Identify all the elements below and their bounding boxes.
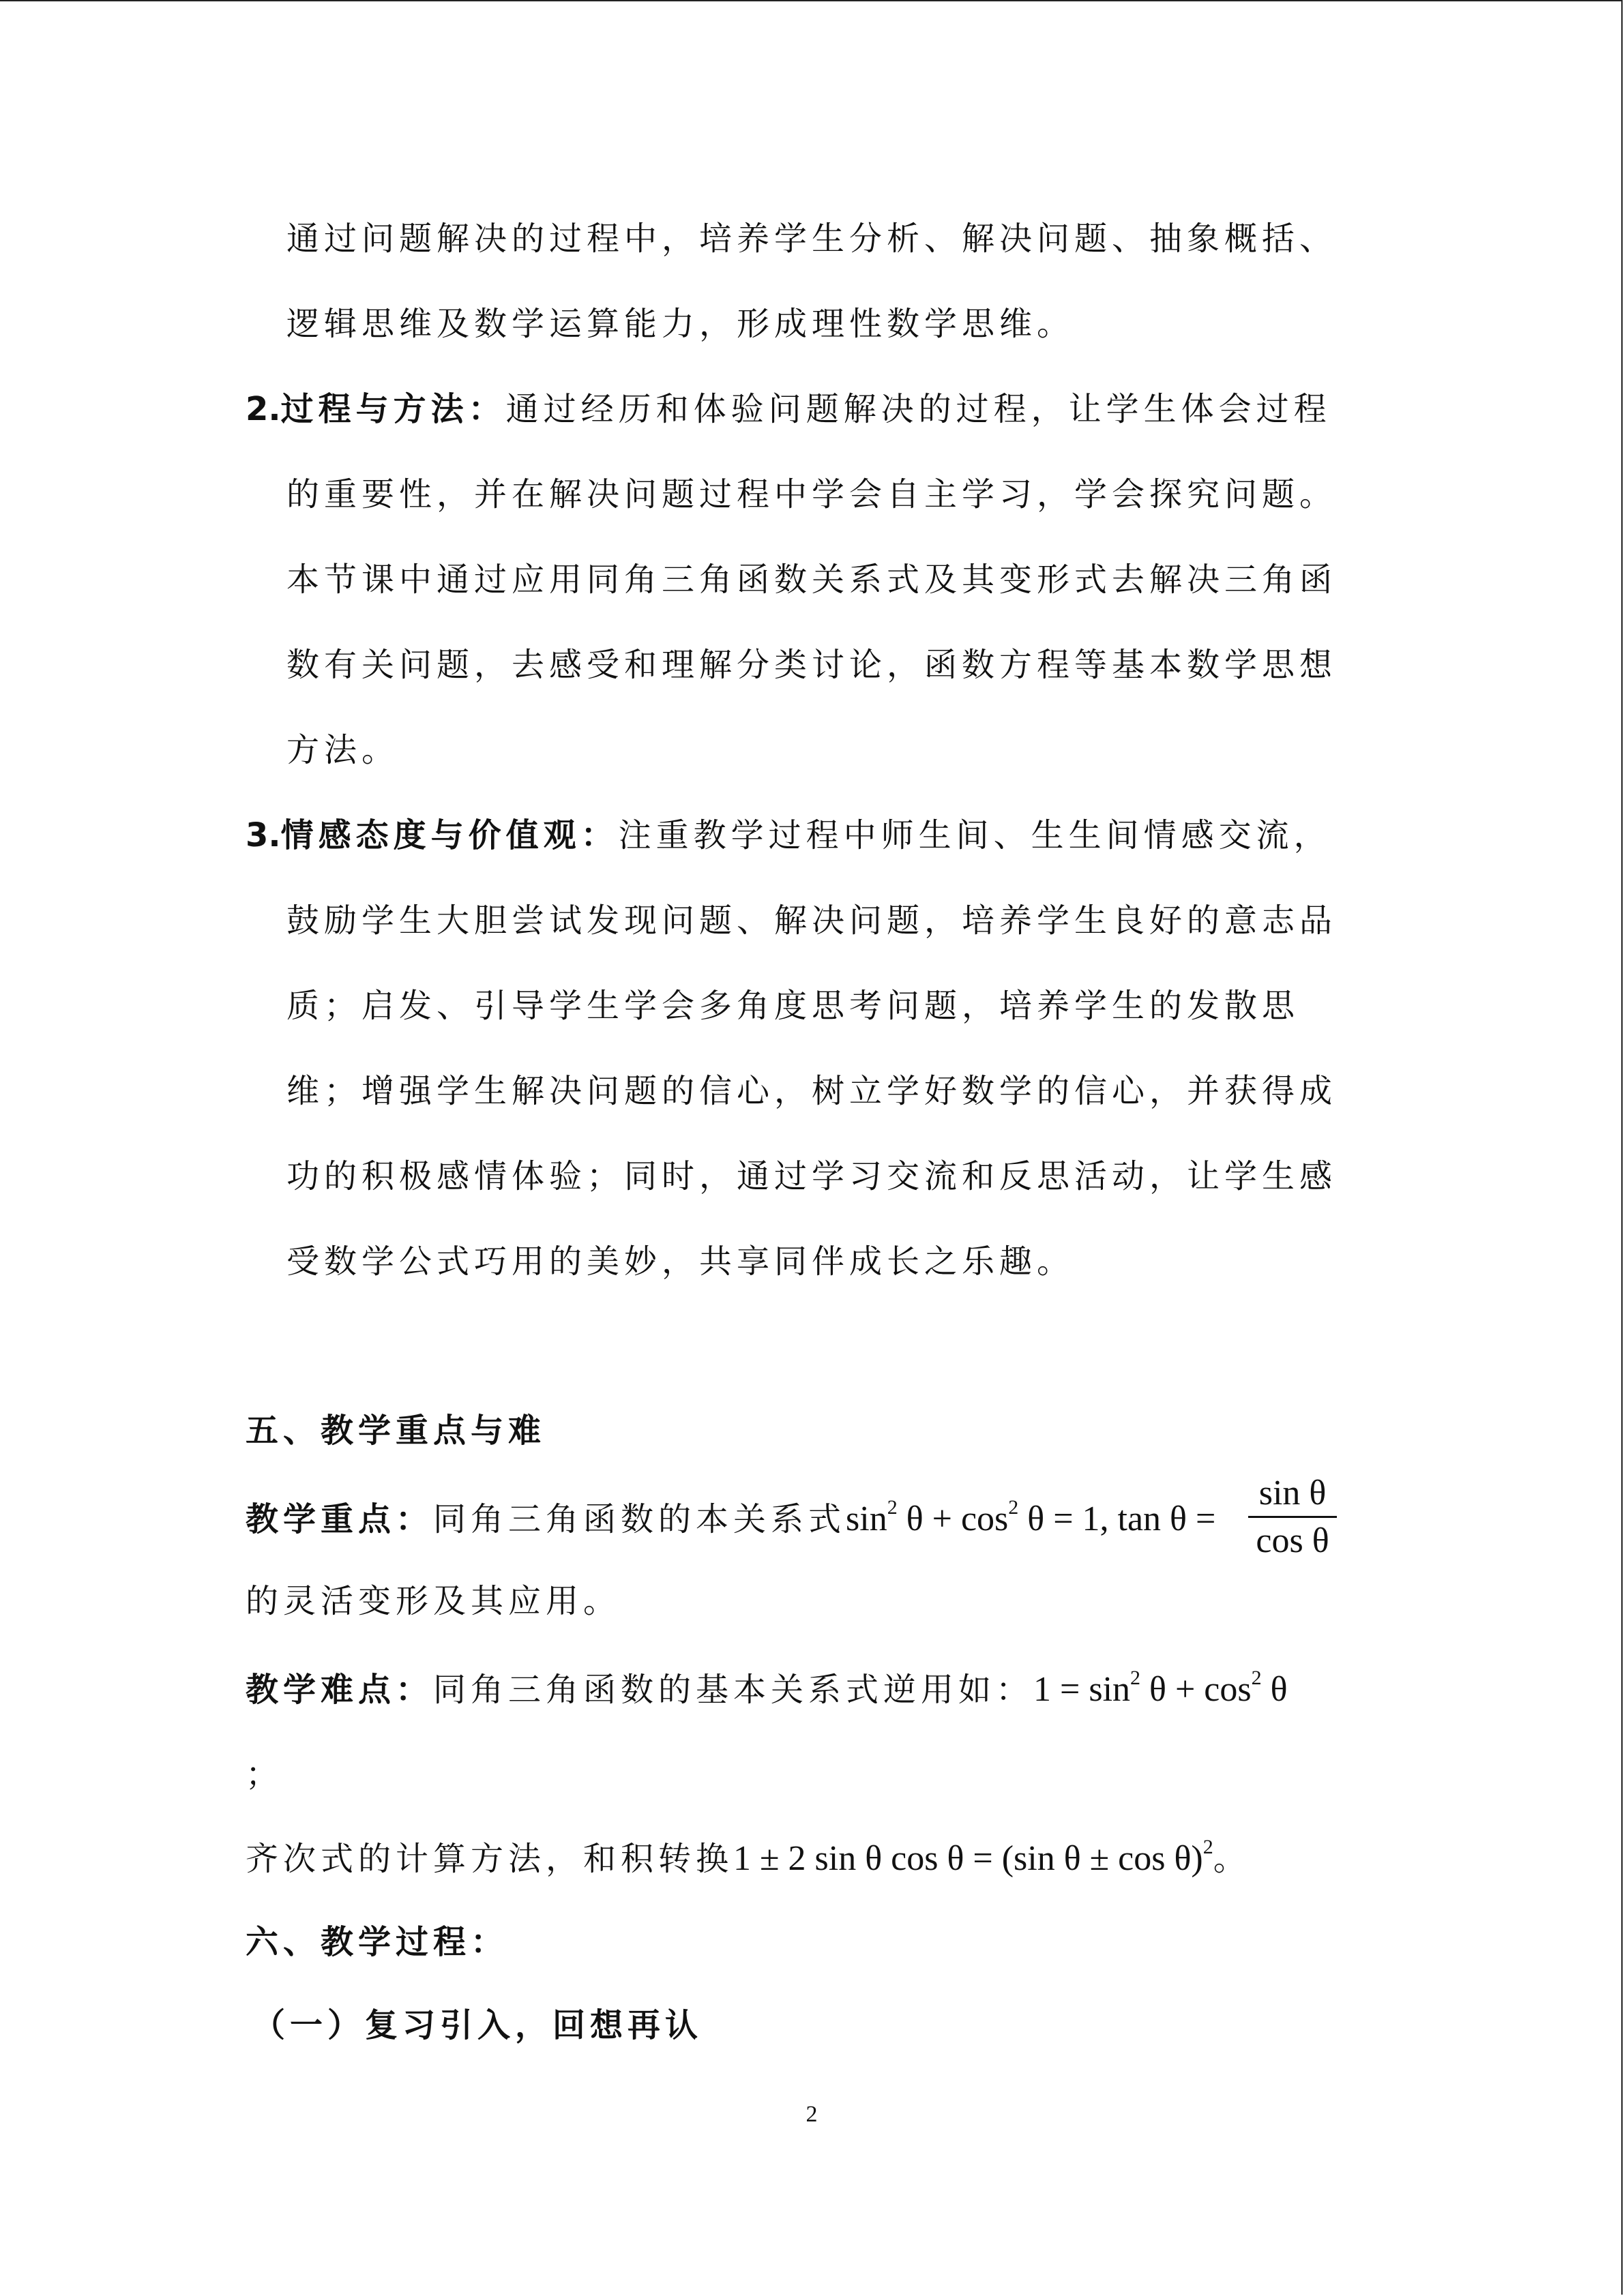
section-heading: 六、教学过程： [246,1923,509,1961]
subsection-heading: （一）复习引入，回想再认 [252,2006,703,2044]
body-line: 通过问题解决的过程中，培养学生分析、解决问题、抽象概括、 [286,220,1338,258]
difficulty-text: 同角三角函数的基本关系式逆用如： [433,1671,1034,1709]
body-line: 的灵活变形及其应用。 [246,1582,621,1620]
difficulty-label: 教学难点： [246,1671,434,1709]
difficulty-line-2: 齐次式的计算方法，和积转换1 ± 2 sin θ cos θ = (sin θ ± cos θ)$^2$。 [246,1836,1251,1878]
list-number: 2. [246,390,281,428]
semicolon: ； [246,1755,284,1793]
fraction-bar [1248,1516,1337,1518]
list-number: 3. [246,816,281,854]
item-label: 过程与方法： [280,390,506,428]
body-line: 受数学公式巧用的美妙，共享同伴成长之乐趣。 [286,1242,1075,1281]
key-point-text: 同角三角函数的本关系式 [433,1500,846,1538]
difficulty-line [246,1669,1288,1710]
section-heading: 五、教学重点与难 [246,1412,546,1450]
list-item-3 [246,815,1331,856]
body-line: 数有关问题，去感受和理解分类讨论，函数方程等基本数学思想 [286,646,1338,684]
body-line: 维；增强学生解决问题的信心，树立学好数学的信心，并获得成 [286,1072,1338,1110]
formula: $1 = \sin^2 \theta + \cos^2 \theta$ [1033,1667,1288,1709]
item-label: 情感态度与价值观： [280,816,619,854]
item-text: 通过经历和体验问题解决的过程，让学生体会过程 [505,390,1331,428]
body-line: 的重要性，并在解决问题过程中学会自主学习，学会探究问题。 [286,475,1338,513]
body-line: 逻辑思维及数学运算能力，形成理性数学思维。 [286,305,1075,343]
list-item-2 [246,389,1331,430]
tan-fraction [1248,1473,1337,1561]
formula: 1 ± 2 sin θ cos θ = (sin θ ± cos θ)$^2$ [733,1836,1213,1878]
difficulty-text: 齐次式的计算方法，和积转换 [246,1840,734,1878]
fraction-numerator: sin θ [1258,1474,1327,1512]
key-point-label: 教学重点： [246,1500,434,1538]
body-line: 方法。 [286,731,400,769]
fraction-denominator: cos θ [1256,1521,1329,1560]
body-line: 质；启发、引导学生学会多角度思考问题，培养学生的发散思 [286,987,1300,1025]
formula: $\sin^2 \theta + \cos^2 \theta = 1$, tan θ = [846,1496,1216,1538]
key-point-line [246,1496,1216,1540]
body-line: 鼓励学生大胆尝试发现问题、解决问题，培养学生良好的意志品 [286,901,1338,940]
body-line: 本节课中通过应用同角三角函数关系式及其变形式去解决三角函 [286,561,1338,599]
body-line: 功的积极感情体验；同时，通过学习交流和反思活动，让学生感 [286,1157,1338,1195]
page-number: 2 [806,2102,818,2127]
item-text: 注重教学过程中师生间、生生间情感交流， [618,816,1331,854]
